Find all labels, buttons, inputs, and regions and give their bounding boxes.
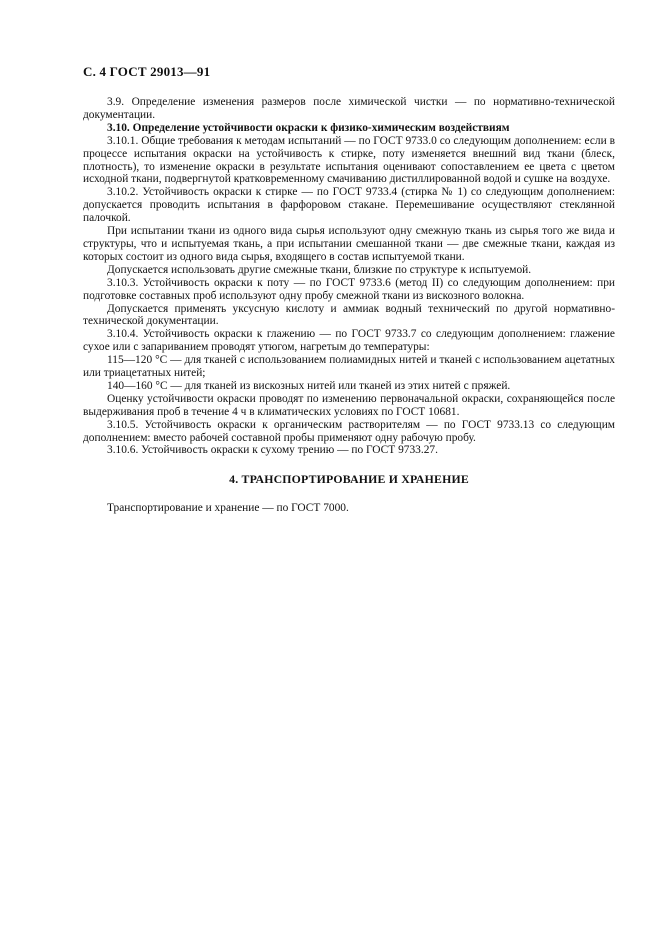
paragraph-transport-storage: Транспортирование и хранение — по ГОСТ 7000. <box>107 502 349 515</box>
paragraph-adjacent-fabric: При испытании ткани из одного вида сырья используют одну смежную ткань из сырья того же вида и структуры, что и испытуемая ткань, а при испытании смешанной ткани — две смежные ткани, каждая из которых состоит из одного вида сырья, входящего в состав испытуемой ткани. <box>83 225 615 263</box>
paragraph-temp-115-120: 115—120 °С — для тканей с использованием полиамидных нитей и тканей с использованием ацетатных или триацетатных нитей; <box>83 354 615 380</box>
document-body <box>83 96 615 515</box>
paragraph-3-10-3: 3.10.3. Устойчивость окраски к поту — по ГОСТ 9733.6 (метод II) со следующим дополнением: при подготовке составных проб используют одну пробу смежной ткани из вискозного волокна. <box>83 276 615 302</box>
paragraph-3-10-5: 3.10.5. Устойчивость окраски к органическим растворителям — по ГОСТ 9733.13 со следующим дополнением: вместо рабочей составной пробы применяют одну рабочую пробу. <box>83 418 615 444</box>
paragraph-temp-140-160: 140—160 °С — для тканей из вискозных нитей или тканей из этих нитей с пряжей. <box>107 379 511 392</box>
paragraph-3-10-6: 3.10.6. Устойчивость окраски к сухому трению — по ГОСТ 9733.27. <box>107 444 438 457</box>
subsection-heading-3-10: 3.10. Определение устойчивости окраски к физико-химическим воздействиям <box>107 121 510 134</box>
paragraph-3-10-2: 3.10.2. Устойчивость окраски к стирке — по ГОСТ 9733.4 (стирка № 1) со следующим дополнением: допускается проводить испытания в фарфоровом стакане. Перемешивание осуществляют стеклянной палочкой. <box>83 186 615 225</box>
running-header: С. 4 ГОСТ 29013—91 <box>83 64 211 79</box>
section-heading-4: 4. ТРАНСПОРТИРОВАНИЕ И ХРАНЕНИЕ <box>229 472 469 487</box>
paragraph-3-10-1: 3.10.1. Общие требования к методам испытаний — по ГОСТ 9733.0 со следующим дополнением: если в процессе испытания окраски на устойчивость к стирке, поту изменяется внешний вид ткани (блеск, плотность), то изменение окраски в результате испытания оценивают сопоставлением ее цвета с цветом исходной ткани, подвергнутой кратковременному смачиванию дистиллированной водой и сушке на воздухе. <box>83 134 615 186</box>
paragraph-other-fabrics: Допускается использовать другие смежные ткани, близкие по структуре к испытуемой. <box>107 263 532 276</box>
paragraph-3-10-4: 3.10.4. Устойчивость окраски к глажению — по ГОСТ 9733.7 со следующим дополнением: глажение сухое или с запариванием проводят утюгом, нагретым до температуры: <box>83 328 615 354</box>
paragraph-acetic-acid: Допускается применять уксусную кислоту и аммиак водный технический по другой нормативно-технической документации. <box>83 302 615 328</box>
paragraph-color-assessment: Оценку устойчивости окраски проводят по изменению первоначальной окраски, сохраняющейся после выдерживания проб в течение 4 ч в климатических условиях по ГОСТ 10681. <box>83 392 615 418</box>
paragraph-3-9: 3.9. Определение изменения размеров после химической чистки — по нормативно-технической документации. <box>83 96 615 121</box>
